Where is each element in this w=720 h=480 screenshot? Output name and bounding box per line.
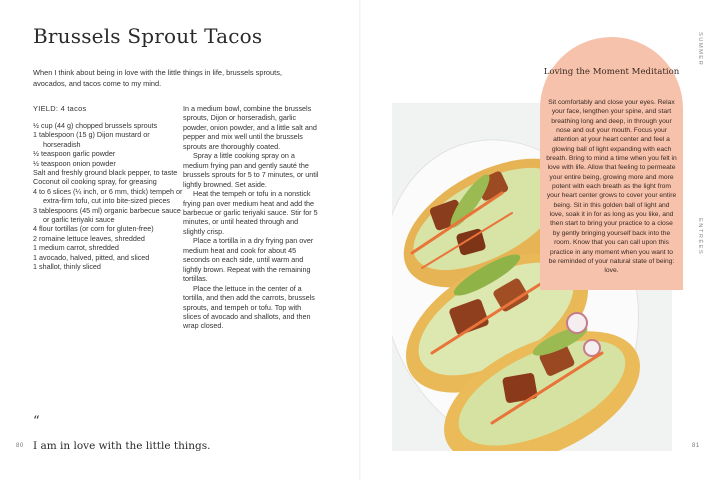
method-step: Place a tortilla in a dry frying pan over medium heat and cook for about 45 seconds on each side, until warm and lightly brown. Repeat with the remaining tortillas. xyxy=(183,236,314,284)
ingredient-list xyxy=(33,121,183,272)
ingredient-item: 1 avocado, halved, pitted, and sliced xyxy=(33,252,150,262)
section-tab-entrees: ENTRÉES xyxy=(697,218,703,256)
shallot-ring xyxy=(567,313,587,333)
ingredient-item: 4 to 6 slices (¼ inch, or 6 mm, thick) tempeh or extra-firm tofu, cut into bite-sized pieces xyxy=(33,186,183,206)
ingredient-item: ½ teaspoon onion powder xyxy=(33,158,116,168)
page-number-left: 80 xyxy=(16,443,24,449)
ingredient-item: Salt and freshly ground black pepper, to taste xyxy=(33,168,178,178)
meditation-title: Loving the Moment Meditation xyxy=(543,67,680,77)
ingredient-item: 3 tablespoons (45 ml) organic barbecue sauce or garlic teriyaki sauce xyxy=(33,205,181,225)
section-tab-summer: SUMMER xyxy=(697,32,703,67)
ingredient-item: 1 medium carrot, shredded xyxy=(33,243,119,253)
method-step: Heat the tempeh or tofu in a nonstick frying pan over medium heat and add the barbecue or garlic teriyaki sauce. Stir for 5 minutes, or until heated through and slightly crisp. xyxy=(183,189,318,236)
recipe-yield: YIELD: 4 tacos xyxy=(33,104,87,113)
quote-mark: “ xyxy=(33,414,40,429)
method-step: Place the lettuce in the center of a tortilla, and then add the carrots, brussels sprouts, and tempeh or tofu. Top with slices of avocado and shallots, and then wrap closed. xyxy=(183,283,315,331)
ingredient-item: 1 shallot, thinly sliced xyxy=(33,262,101,272)
ingredient-item: Coconut oil cooking spray, for greasing xyxy=(33,177,157,187)
page-gutter xyxy=(359,0,361,480)
shallot-ring xyxy=(584,340,600,356)
method-step: In a medium bowl, combine the brussels sprouts, Dijon or horseradish, garlic powder, onion powder, and a little salt and pepper and mix well until the brussels sprouts are thoroughly coated. xyxy=(183,104,317,151)
recipe-intro: When I think about being in love with the little things in life, brussels sprouts, avocados, and tacos come to my mind. xyxy=(33,68,282,88)
page-number-right: 81 xyxy=(692,443,700,449)
meditation-body: Sit comfortably and close your eyes. Relax your face, lengthen your spine, and start breathing long and deep, in through your nose and out your mouth. Focus your attention at your heart center and feel a glowing ball of light expanding with each breath. Bring to mind a time when you felt in love with life. Allow that feeling to permeate your entire being, growing more and more potent with each breath as the light from your heart center grows to cover your entire being. Sit in this golden ball of light and love, soak it in for as long as you like, and then start to bring your practice to a close by gently bringing yourself back into the room. Know that you can call upon this practice in any moment when you want to be reminded of your natural state of being: love. xyxy=(546,99,677,275)
ingredient-item: 1 tablespoon (15 g) Dijon mustard or horseradish xyxy=(33,130,150,149)
ingredient-item: 4 flour tortillas (or corn for gluten-free) xyxy=(33,224,154,234)
method-step: Spray a little cooking spray on a medium frying pan and gently sauté the brussels sprouts for 5 to 7 minutes, or until lightly browned. Set aside. xyxy=(183,151,319,189)
method-steps xyxy=(183,104,321,331)
ingredient-item: 2 romaine lettuce leaves, shredded xyxy=(33,233,145,243)
ingredient-item: ½ cup (44 g) chopped brussels sprouts xyxy=(33,121,158,130)
ingredient-item: ½ teaspoon garlic powder xyxy=(33,149,116,159)
pull-quote: I am in love with the little things. xyxy=(33,440,211,452)
meditation-panel xyxy=(540,37,683,290)
recipe-title: Brussels Sprout Tacos xyxy=(33,24,263,48)
